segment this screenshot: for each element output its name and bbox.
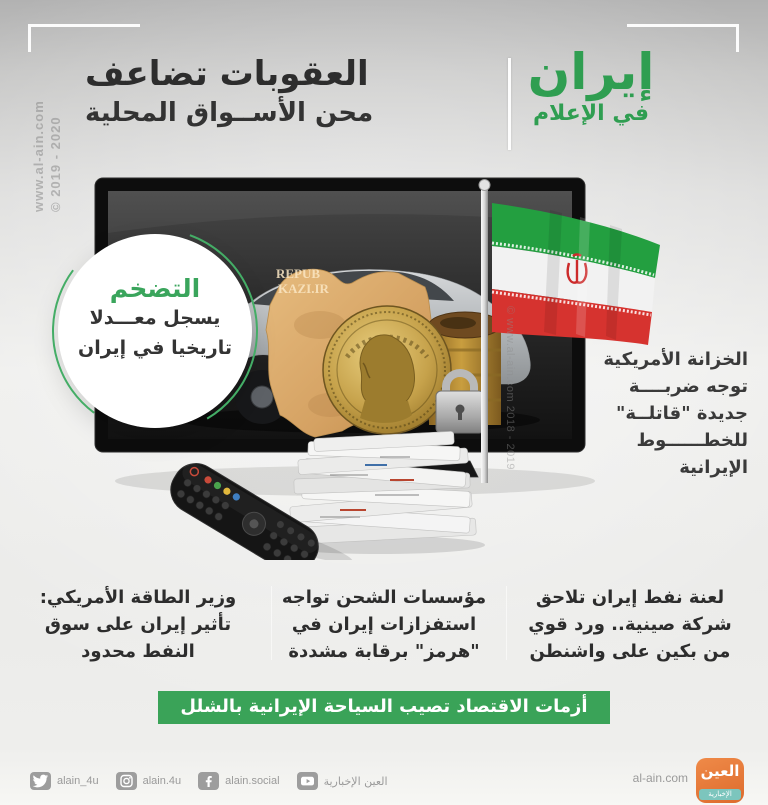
youtube-handle: العين الإخبارية: [323, 774, 388, 788]
gold-coin-illustration: [323, 306, 451, 434]
alain-logo-wordmark: العين: [700, 762, 740, 780]
facebook-handle: alain.social: [225, 775, 280, 787]
watermark-url: www.al-ain.com: [31, 100, 46, 212]
headline-line1: العقوبات تضاعف: [85, 54, 369, 94]
social-item-instagram[interactable]: [116, 772, 182, 790]
facebook-icon: [198, 772, 219, 790]
twitter-icon: [30, 772, 51, 790]
bottom-banner: أزمات الاقتصاد تصيب السياحة الإيرانية بالشلل: [158, 691, 610, 724]
footer: [0, 750, 768, 805]
news-columns: [24, 584, 744, 665]
social-item-twitter[interactable]: [30, 772, 99, 790]
instagram-handle: alain.4u: [142, 775, 182, 787]
side-note: [584, 346, 748, 481]
map-text-line2: KAZI.IR: [278, 281, 329, 296]
watermark-left: [30, 100, 64, 212]
alain-news-logo: [696, 758, 744, 803]
side-note-line5: الإيرانية: [679, 457, 748, 478]
header-separator: [508, 58, 511, 150]
column-divider-left: [271, 586, 272, 660]
inflation-bubble: [58, 234, 252, 428]
social-links: [30, 772, 388, 790]
bubble-title: التضخم: [109, 274, 201, 303]
youtube-icon: [297, 772, 318, 790]
news-column-right: لعنة نفط إيران تلاحق شركة صينية.. ورد قوي من بكين على واشنطن: [528, 587, 732, 662]
bubble-line2: تاريخيا في إيران: [77, 337, 232, 359]
side-note-line4: للخطــــــوط: [636, 430, 748, 451]
twitter-handle: alain_4u: [57, 775, 99, 787]
headline-line2: محن الأســواق المحلية: [85, 98, 374, 129]
brand-block: [521, 44, 661, 126]
map-text-line1: REPUB: [276, 266, 321, 281]
news-column-middle: مؤسسات الشحن تواجه استفزازات إيران في "هرمز" برقابة مشددة: [281, 587, 487, 662]
bubble-green-arc: [49, 225, 261, 437]
social-item-facebook[interactable]: [198, 772, 279, 790]
iran-flag-illustration: [492, 203, 660, 345]
frame-corner-top-left: [28, 24, 140, 52]
side-note-line2: توجه ضربــــة: [628, 376, 748, 397]
column-divider-right: [506, 586, 507, 660]
brand-title: إيران: [527, 43, 655, 101]
watermark-copyright: © 2019 - 2020: [48, 116, 63, 212]
side-note-line1: الخزانة الأمريكية: [603, 349, 748, 370]
alain-logo-tagline: الإخبارية: [699, 789, 741, 800]
site-url[interactable]: al-ain.com: [632, 771, 688, 785]
bubble-line1: يسجل معـــدلا: [89, 307, 221, 329]
headline-block: [85, 52, 505, 131]
instagram-icon: [116, 772, 137, 790]
side-note-line3: جديدة "قاتلــة": [615, 403, 748, 424]
brand-subtitle: في الإعلام: [532, 101, 650, 126]
news-column-left: وزير الطاقة الأمريكي: تأثير إيران على سوق النفط محدود: [39, 587, 237, 662]
social-item-youtube[interactable]: [297, 772, 388, 790]
watermark-inner: © www.al-ain.com 2018 - 2019: [504, 306, 516, 470]
